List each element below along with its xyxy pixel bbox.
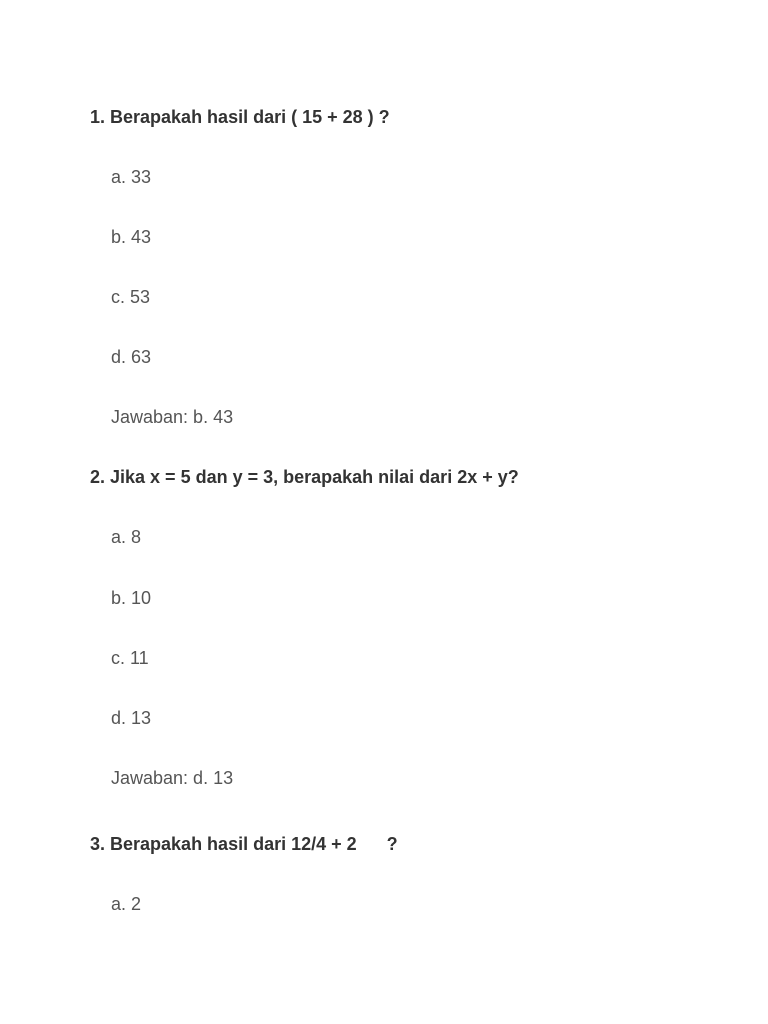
question-2-prompt: 2. Jika x = 5 dan y = 3, berapakah nilai dari 2x + y? xyxy=(90,467,519,487)
question-1-option-d: d. 63 xyxy=(111,347,152,367)
question-3-prompt: 3. Berapakah hasil dari 12/4 + 2 ? xyxy=(90,834,398,854)
question-2-answer: Jawaban: d. 13 xyxy=(111,768,234,788)
question-3-option-a: a. 2 xyxy=(111,894,142,914)
question-2-option-c: c. 11 xyxy=(111,648,149,668)
question-2-option-d: d. 13 xyxy=(111,708,152,728)
question-1-prompt: 1. Berapakah hasil dari ( 15 + 28 ) ? xyxy=(90,107,390,127)
question-1-answer: Jawaban: b. 43 xyxy=(111,407,234,427)
question-1-option-c: c. 53 xyxy=(111,287,151,307)
question-2-option-a: a. 8 xyxy=(111,527,142,547)
question-1-option-b: b. 43 xyxy=(111,227,152,247)
question-2-option-b: b. 10 xyxy=(111,588,152,608)
question-1-option-a: a. 33 xyxy=(111,167,152,187)
